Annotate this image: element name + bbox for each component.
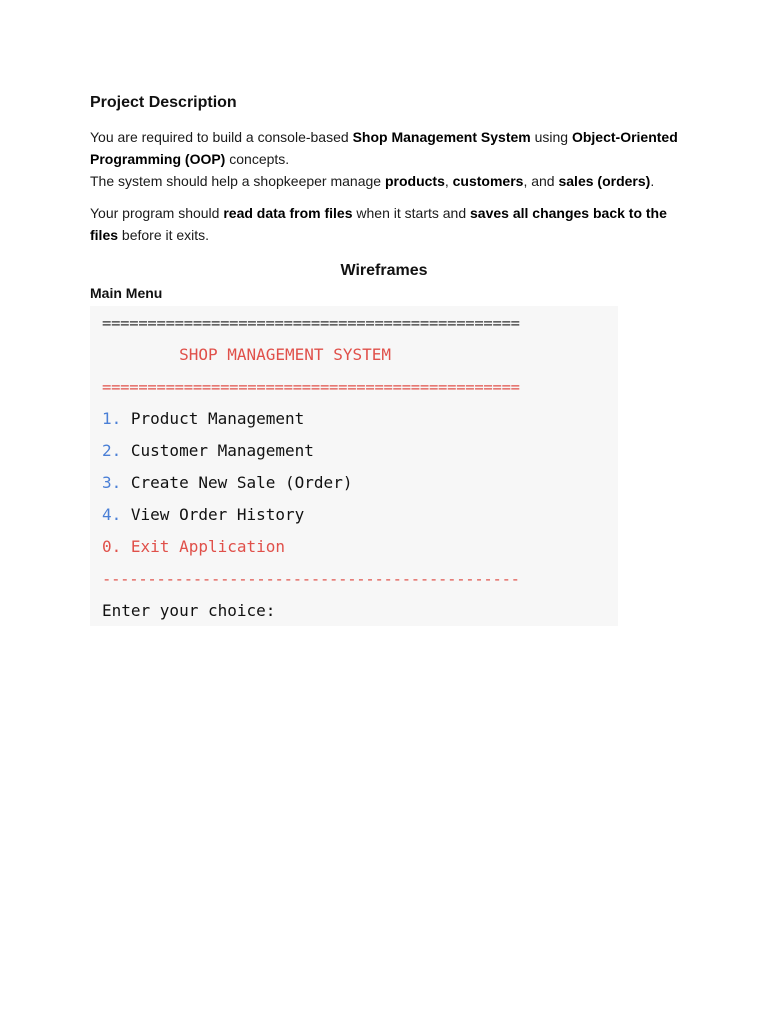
- menu-item-number: 3.: [102, 473, 122, 492]
- exit-number: 0.: [102, 537, 122, 556]
- menu-item-label: Create New Sale (Order): [121, 473, 353, 492]
- system-text-3: , and: [523, 173, 559, 189]
- choice-prompt: Enter your choice:: [102, 601, 276, 620]
- intro-text-2: using: [530, 129, 572, 145]
- menu-item-number: 1.: [102, 409, 122, 428]
- menu-item-label: Product Management: [121, 409, 305, 428]
- intro-bold-2: Object-Oriented Programming (OOP): [90, 129, 678, 167]
- menu-item-create-new-sale: [102, 467, 606, 499]
- menu-item-number: 2.: [102, 441, 122, 460]
- separator-top: ==============================================: [102, 314, 520, 332]
- menu-item-customer-management: [102, 435, 606, 467]
- main-menu-label: Main Menu: [90, 285, 163, 301]
- files-bold-2: saves all changes back to the files: [90, 205, 667, 243]
- project-description-heading: Project Description: [90, 94, 237, 111]
- wireframes-title: Wireframes: [340, 262, 428, 279]
- files-paragraph: [90, 202, 680, 246]
- intro-bold-1: Shop Management System: [352, 129, 531, 145]
- menu-item-exit-application: [102, 531, 606, 563]
- separator-bottom: ----------------------------------------------: [102, 570, 520, 588]
- system-text-1: The system should help a shopkeeper manage: [90, 173, 385, 189]
- separator-mid: ==============================================: [102, 378, 520, 396]
- document-page: [90, 92, 680, 626]
- files-text-3: before it exits.: [118, 227, 210, 243]
- system-text-4: .: [650, 173, 655, 189]
- files-bold-1: read data from files: [223, 205, 353, 221]
- files-text-2: when it starts and: [352, 205, 471, 221]
- system-bold-products: products: [384, 173, 445, 189]
- intro-text-3: concepts.: [225, 151, 290, 167]
- menu-item-label: Customer Management: [121, 441, 314, 460]
- system-paragraph: [90, 170, 680, 192]
- menu-item-number: 4.: [102, 505, 122, 524]
- intro-text-1: You are required to build a console-based: [90, 129, 353, 145]
- menu-item-label: View Order History: [121, 505, 305, 524]
- menu-item-product-management: [102, 403, 606, 435]
- files-text-1: Your program should: [90, 205, 224, 221]
- system-bold-customers: customers: [452, 173, 524, 189]
- system-bold-sales: sales (orders): [558, 173, 651, 189]
- console-title: SHOP MANAGEMENT SYSTEM: [102, 345, 391, 364]
- intro-paragraph: [90, 126, 680, 170]
- console-code-block: [90, 306, 618, 626]
- menu-item-view-order-history: [102, 499, 606, 531]
- system-text-2: ,: [444, 173, 453, 189]
- exit-label: Exit Application: [121, 537, 286, 556]
